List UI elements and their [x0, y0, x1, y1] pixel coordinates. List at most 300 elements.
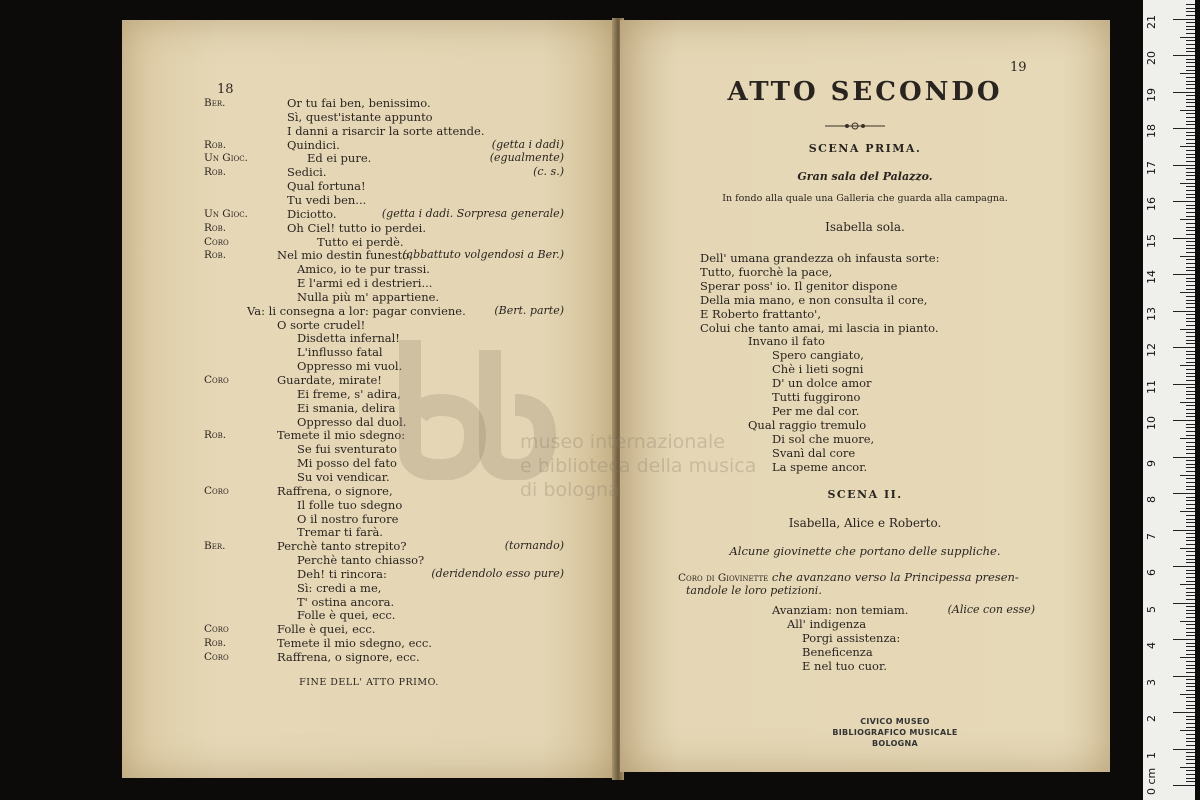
- ruler-tick: [1186, 186, 1195, 187]
- ruler-number: 10: [1145, 416, 1158, 430]
- speaker-label: Un Gioc.: [204, 152, 248, 165]
- ruler-tick: [1186, 738, 1195, 739]
- ruler-tick: [1186, 81, 1195, 82]
- ruler-tick: [1186, 95, 1195, 96]
- ruler-tick: [1186, 216, 1195, 217]
- ruler-tick: [1186, 632, 1195, 633]
- ruler-tick: [1186, 646, 1195, 647]
- ruler-tick: [1186, 661, 1195, 662]
- ruler-tick: [1186, 559, 1195, 560]
- dialogue-line: L'influsso fatal: [297, 345, 383, 360]
- ruler-tick: [1186, 405, 1195, 406]
- ruler-tick: [1186, 230, 1195, 231]
- ruler-number: 5: [1145, 605, 1158, 613]
- ruler-number: 1: [1145, 751, 1158, 759]
- ruler-number: 19: [1145, 87, 1158, 102]
- ruler-tick: [1186, 314, 1195, 315]
- ruler-tick: [1186, 343, 1195, 344]
- ruler-tick: [1186, 460, 1195, 461]
- ruler-tick: [1186, 154, 1195, 155]
- ruler-number: 13: [1145, 306, 1158, 321]
- ruler-tick: [1173, 712, 1195, 713]
- ruler-tick: [1173, 639, 1195, 640]
- ruler-tick: [1186, 259, 1195, 260]
- ruler-tick: [1186, 778, 1195, 779]
- ruler-tick: [1186, 139, 1195, 140]
- ruler-tick: [1180, 767, 1195, 768]
- ruler-tick: [1186, 398, 1195, 399]
- ruler-tick: [1180, 256, 1195, 257]
- ruler-number: 14: [1145, 270, 1158, 284]
- ruler-tick: [1186, 643, 1195, 644]
- ruler-tick: [1186, 770, 1195, 771]
- ruler-number: 4: [1145, 642, 1158, 649]
- ruler-number: 6: [1145, 569, 1158, 576]
- dialogue-line: Quindici.: [287, 137, 340, 152]
- ruler-tick: [1173, 530, 1195, 531]
- ruler-tick: [1186, 62, 1195, 63]
- dialogue-line: Ed ei pure.: [307, 151, 372, 166]
- ruler-tick: [1186, 391, 1195, 392]
- act-end-footer: FINE DELL' ATTO PRIMO.: [299, 677, 439, 688]
- ruler-tick: [1186, 26, 1195, 27]
- ruler-number: 18: [1145, 124, 1158, 138]
- dialogue-line: Mi posso del fato: [297, 456, 397, 471]
- dialogue-line: Nulla più m' appartiene.: [297, 289, 440, 304]
- ruler-tick: [1186, 497, 1195, 498]
- museum-stamp: [830, 716, 960, 749]
- dialogue-line: Nel mio destin funesto,: [277, 248, 413, 263]
- dialogue-line: Raffrena, o signore,: [277, 483, 393, 498]
- ruler-tick: [1186, 537, 1195, 538]
- ruler-tick: [1186, 44, 1195, 45]
- ruler-tick: [1173, 566, 1195, 567]
- ruler-number: 15: [1145, 233, 1158, 248]
- ruler-tick: [1186, 467, 1195, 468]
- ruler-tick: [1186, 672, 1195, 673]
- ruler-tick: [1186, 427, 1195, 428]
- scene-1-title: SCENA PRIMA.: [808, 142, 922, 155]
- stage-direction: (Alice con esse): [947, 603, 1035, 616]
- verse-line: Avanziam: non temiam.: [772, 603, 909, 617]
- ruler-tick: [1180, 548, 1195, 549]
- stage-direction: (getta i dadi. Sorpresa generale): [381, 206, 564, 220]
- chorus-direction: che avanzano verso la Principessa presen-: [771, 570, 1019, 584]
- ruler-tick: [1186, 752, 1195, 753]
- watermark-line: di bologna: [520, 479, 620, 501]
- ornament-divider: [825, 120, 885, 132]
- ruler-tick: [1186, 278, 1195, 279]
- ruler-tick: [1180, 73, 1195, 74]
- ruler-tick: [1180, 37, 1195, 38]
- speaker-label: Un Gioc.: [204, 207, 248, 220]
- ruler-tick: [1186, 143, 1195, 144]
- dialogue-line: Guardate, mirate!: [277, 373, 382, 387]
- speaker-label: Coro: [204, 235, 229, 248]
- ruler-tick: [1186, 577, 1195, 578]
- ruler-tick: [1186, 194, 1195, 195]
- ruler-tick: [1186, 679, 1195, 680]
- verse-line: Porgi assistenza:: [802, 630, 901, 645]
- chorus-line: [678, 570, 1019, 585]
- ruler-number: 20: [1145, 51, 1158, 65]
- ruler-tick: [1186, 387, 1195, 388]
- ruler-number: 17: [1145, 160, 1158, 175]
- ruler-tick: [1186, 289, 1195, 290]
- ruler-tick: [1173, 347, 1195, 348]
- ruler-tick: [1186, 413, 1195, 414]
- ruler-tick: [1186, 599, 1195, 600]
- ruler-tick: [1186, 8, 1195, 9]
- ruler-tick: [1186, 482, 1195, 483]
- ruler-tick: [1186, 241, 1195, 242]
- ruler-number: 21: [1145, 14, 1158, 29]
- dialogue-line: T' ostina ancora.: [297, 594, 395, 609]
- ruler-tick: [1186, 705, 1195, 706]
- ruler-tick: [1186, 519, 1195, 520]
- ruler-tick: [1186, 252, 1195, 253]
- ruler-tick: [1186, 613, 1195, 614]
- ruler-tick: [1186, 124, 1195, 125]
- ruler-tick: [1180, 146, 1195, 147]
- stage-direction: Alcune giovinette che portano delle suppliche.: [729, 544, 1001, 558]
- ruler-tick: [1173, 165, 1195, 166]
- ruler-tick: [1186, 759, 1195, 760]
- ruler-tick: [1186, 540, 1195, 541]
- ruler-tick: [1186, 595, 1195, 596]
- ruler-tick: [1186, 781, 1195, 782]
- ruler-tick: [1186, 263, 1195, 264]
- ruler-tick: [1186, 354, 1195, 355]
- stage-direction: (tornando): [504, 539, 564, 553]
- stamp-line: CIVICO MUSEO: [860, 717, 930, 726]
- ruler-number: 2: [1145, 715, 1158, 722]
- verse-line: Della mia mano, e non consulta il core,: [700, 292, 928, 307]
- ruler-tick: [1186, 650, 1195, 651]
- verse-line: All' indigenza: [787, 616, 867, 631]
- dialogue-line: Sì, quest'istante appunto: [287, 109, 433, 124]
- verse-line: Dell' umana grandezza oh infausta sorte:: [700, 251, 940, 265]
- ruler-tick: [1186, 544, 1195, 545]
- ruler-tick: [1173, 238, 1195, 239]
- speaker-label: Rob.: [204, 249, 227, 262]
- watermark-text: [520, 430, 756, 502]
- verse-line: Qual raggio tremulo: [748, 417, 867, 432]
- ruler-tick: [1186, 570, 1195, 571]
- verse-line: Sperar poss' io. Il genitor dispone: [700, 278, 898, 293]
- ruler-tick: [1173, 201, 1195, 202]
- ruler-tick: [1186, 424, 1195, 425]
- ruler-number: 8: [1145, 496, 1158, 503]
- ruler-tick: [1186, 471, 1195, 472]
- ruler-tick: [1186, 683, 1195, 684]
- scene-2-title: SCENA II.: [827, 488, 903, 501]
- ruler-tick: [1186, 380, 1195, 381]
- ruler-tick: [1186, 716, 1195, 717]
- ruler-tick: [1186, 362, 1195, 363]
- ruler-tick: [1180, 292, 1195, 293]
- dialogue-line: Perchè tanto strepito?: [277, 539, 407, 554]
- dialogue-line: Or tu fai ben, benissimo.: [287, 96, 431, 110]
- dialogue-line: Diciotto.: [287, 206, 337, 221]
- ruler-tick: [1186, 635, 1195, 636]
- ruler-tick: [1186, 708, 1195, 709]
- ruler-tick: [1173, 785, 1195, 786]
- ruler-tick: [1186, 227, 1195, 228]
- ruler-tick: [1186, 446, 1195, 447]
- dialogue-line: Raffrena, o signore, ecc.: [277, 650, 420, 664]
- ruler-tick: [1186, 551, 1195, 552]
- ruler-tick: [1186, 555, 1195, 556]
- ruler-tick: [1186, 617, 1195, 618]
- stage-direction: (Bert. parte): [494, 303, 564, 317]
- ruler-tick: [1180, 511, 1195, 512]
- act-title: ATTO SECONDO: [727, 77, 1003, 107]
- ruler-tick: [1186, 332, 1195, 333]
- dialogue-line: Ei smania, delira: [297, 400, 396, 415]
- ruler-tick: [1186, 172, 1195, 173]
- ruler-tick: [1180, 694, 1195, 695]
- dialogue-line: Temete il mio sdegno:: [277, 428, 406, 443]
- dialogue-line: Tremar ti farà.: [297, 525, 383, 540]
- ruler-tick: [1186, 99, 1195, 100]
- stage-direction: (c. s.): [533, 165, 564, 179]
- speaker-label: Rob.: [204, 138, 227, 151]
- ruler-tick: [1186, 179, 1195, 180]
- dialogue-line: Amico, io te pur trassi.: [297, 262, 430, 277]
- ruler-tick: [1186, 132, 1195, 133]
- ruler-tick: [1186, 373, 1195, 374]
- ruler-tick: [1186, 40, 1195, 41]
- ruler-tick: [1186, 500, 1195, 501]
- dialogue-line: Deh! ti rincora:: [297, 566, 387, 581]
- ruler-tick: [1186, 756, 1195, 757]
- ruler-tick: [1186, 431, 1195, 432]
- ruler-tick: [1186, 358, 1195, 359]
- ruler-tick: [1186, 135, 1195, 136]
- dialogue-line: O il nostro furore: [297, 511, 399, 526]
- dialogue-line: Qual fortuna!: [287, 179, 366, 194]
- ruler-tick: [1186, 763, 1195, 764]
- ruler-tick: [1186, 376, 1195, 377]
- ruler-tick: [1186, 592, 1195, 593]
- stage-direction: (deridendolo esso pure): [431, 566, 564, 580]
- ruler-tick: [1186, 51, 1195, 52]
- scene-2-characters: Isabella, Alice e Roberto.: [788, 516, 942, 530]
- speaker-label: Rob.: [204, 221, 227, 234]
- ruler-number: 16: [1145, 197, 1158, 211]
- dialogue-line: E l'armi ed i destrieri...: [297, 276, 433, 291]
- ruler-tick: [1186, 690, 1195, 691]
- speaker-label: Rob.: [204, 166, 227, 179]
- ruler-tick: [1180, 730, 1195, 731]
- verse-line: Invano il fato: [748, 334, 825, 349]
- speaker-label: Coro: [204, 374, 229, 386]
- scene-1-characters: Isabella sola.: [825, 220, 905, 234]
- ruler-tick: [1186, 15, 1195, 16]
- dialogue-line: Ei freme, s' adira,: [297, 386, 401, 401]
- dialogue-line: Oppresso mi vuol.: [297, 359, 403, 374]
- stage-direction: (egualmente): [489, 151, 564, 165]
- ruler-tick: [1186, 161, 1195, 162]
- ruler-tick: [1186, 296, 1195, 297]
- ruler-tick: [1186, 581, 1195, 582]
- ruler-tick: [1186, 270, 1195, 271]
- ruler-tick: [1180, 475, 1195, 476]
- ruler-number: 0 cm: [1145, 767, 1158, 795]
- ruler-tick: [1173, 128, 1195, 129]
- dialogue-line: Folle è quei, ecc.: [277, 622, 376, 637]
- ruler-tick: [1186, 117, 1195, 118]
- ruler-tick: [1186, 504, 1195, 505]
- stamp-line: BIBLIOGRAFICO MUSICALE: [832, 728, 958, 737]
- ruler-tick: [1180, 183, 1195, 184]
- ruler-tick: [1186, 245, 1195, 246]
- ruler-tick: [1186, 70, 1195, 71]
- ruler-tick: [1186, 668, 1195, 669]
- watermark-line: e biblioteca della musica: [520, 455, 757, 477]
- ruler-tick: [1186, 300, 1195, 301]
- ruler-tick: [1186, 774, 1195, 775]
- ruler-tick: [1186, 453, 1195, 454]
- ruler-tick: [1186, 727, 1195, 728]
- ruler-tick: [1186, 734, 1195, 735]
- ruler-tick: [1173, 55, 1195, 56]
- scene-setting: Gran sala del Palazzo.: [797, 170, 933, 183]
- ruler-tick: [1186, 29, 1195, 30]
- ruler-tick: [1186, 665, 1195, 666]
- ruler-tick: [1186, 435, 1195, 436]
- ruler-tick: [1186, 321, 1195, 322]
- ruler-tick: [1186, 325, 1195, 326]
- ruler-tick: [1180, 219, 1195, 220]
- dialogue-line: Va: li consegna a lor: pagar conviene.: [247, 303, 466, 318]
- ruler-tick: [1186, 281, 1195, 282]
- stage-direction: (getta i dadi): [491, 137, 564, 151]
- ruler-tick: [1186, 22, 1195, 23]
- dialogue-line: Perchè tanto chiasso?: [297, 553, 425, 568]
- ruler-tick: [1186, 4, 1195, 5]
- ruler-tick: [1186, 351, 1195, 352]
- ruler-tick: [1186, 486, 1195, 487]
- speaker-label: Ber.: [204, 540, 226, 553]
- ruler-tick: [1186, 719, 1195, 720]
- ruler-tick: [1186, 723, 1195, 724]
- ruler-tick: [1186, 515, 1195, 516]
- speaker-label: Rob.: [204, 429, 227, 442]
- ruler-tick: [1186, 223, 1195, 224]
- verse-line: E Roberto frattanto',: [700, 306, 821, 321]
- ruler-tick: [1186, 562, 1195, 563]
- ruler-tick: [1186, 610, 1195, 611]
- ruler-tick: [1186, 121, 1195, 122]
- verse-line: Per me dal cor.: [772, 403, 860, 418]
- ruler-tick: [1173, 19, 1195, 20]
- ruler-tick: [1180, 365, 1195, 366]
- ruler-tick: [1186, 66, 1195, 67]
- dialogue-line: Oppresso dal duol.: [297, 414, 407, 429]
- verse-line: Tutto, fuorchè la pace,: [700, 264, 833, 279]
- verse-line: E nel tuo cuor.: [802, 658, 887, 673]
- ruler-tick: [1186, 285, 1195, 286]
- dialogue-line: Oh Ciel! tutto io perdei.: [287, 220, 426, 235]
- ruler-tick: [1173, 493, 1195, 494]
- ruler-tick: [1180, 110, 1195, 111]
- ruler-tick: [1186, 588, 1195, 589]
- ruler-tick: [1186, 464, 1195, 465]
- ruler-tick: [1173, 92, 1195, 93]
- ruler-tick: [1173, 676, 1195, 677]
- verse-line: Svanì dal core: [772, 445, 856, 460]
- ruler-tick: [1186, 303, 1195, 304]
- measurement-ruler: [1143, 0, 1195, 800]
- chorus-direction-cont: tandole le loro petizioni.: [686, 584, 822, 597]
- ruler-tick: [1186, 205, 1195, 206]
- ruler-tick: [1186, 197, 1195, 198]
- ruler-tick: [1186, 573, 1195, 574]
- dialogue-line: Il folle tuo sdegno: [297, 497, 403, 512]
- ruler-tick: [1186, 624, 1195, 625]
- ruler-tick: [1186, 150, 1195, 151]
- dialogue-line: Tu vedi ben...: [287, 192, 367, 207]
- ruler-tick: [1186, 33, 1195, 34]
- ruler-tick: [1186, 336, 1195, 337]
- ruler-tick: [1186, 628, 1195, 629]
- ruler-tick: [1173, 749, 1195, 750]
- ruler-number: 9: [1145, 459, 1158, 467]
- ruler-number: 11: [1145, 379, 1158, 394]
- ruler-tick: [1173, 603, 1195, 604]
- page-number: 18: [217, 82, 234, 97]
- ruler-tick: [1180, 621, 1195, 622]
- ruler-tick: [1186, 409, 1195, 410]
- dialogue-line: Sì: credi a me,: [297, 580, 382, 595]
- ruler-tick: [1186, 157, 1195, 158]
- ruler-tick: [1186, 212, 1195, 213]
- dialogue-line: Sedici.: [287, 165, 327, 180]
- ruler-tick: [1180, 657, 1195, 658]
- page-number: 19: [1010, 60, 1027, 75]
- speaker-label: Coro di Giovinette: [678, 572, 769, 584]
- ruler-tick: [1186, 106, 1195, 107]
- ruler-number: 3: [1145, 678, 1158, 686]
- dialogue-line: O sorte crudel!: [277, 317, 366, 332]
- ruler-tick: [1173, 384, 1195, 385]
- dialogue-line: Disdetta infernal!: [297, 331, 400, 346]
- ruler-tick: [1186, 522, 1195, 523]
- ruler-number: 7: [1145, 532, 1158, 540]
- verse-line: D' un dolce amor: [772, 376, 872, 391]
- ruler-tick: [1186, 533, 1195, 534]
- ruler-tick: [1180, 329, 1195, 330]
- dialogue-line: I danni a risarcir la sorte attende.: [287, 123, 485, 138]
- ruler-tick: [1173, 420, 1195, 421]
- ruler-tick: [1186, 508, 1195, 509]
- dialogue-line: Su voi vendicar.: [297, 469, 390, 484]
- ruler-tick: [1180, 438, 1195, 439]
- stamp-line: BOLOGNA: [871, 739, 919, 748]
- ruler-tick: [1186, 340, 1195, 341]
- ruler-tick: [1186, 168, 1195, 169]
- ruler-tick: [1186, 442, 1195, 443]
- verse-line: Spero cangiato,: [772, 348, 864, 363]
- ruler-tick: [1180, 402, 1195, 403]
- verse-line: Di sol che muore,: [772, 431, 875, 446]
- ruler-tick: [1186, 745, 1195, 746]
- ruler-tick: [1186, 526, 1195, 527]
- ruler-tick: [1173, 274, 1195, 275]
- speaker-label: Ber.: [204, 97, 226, 109]
